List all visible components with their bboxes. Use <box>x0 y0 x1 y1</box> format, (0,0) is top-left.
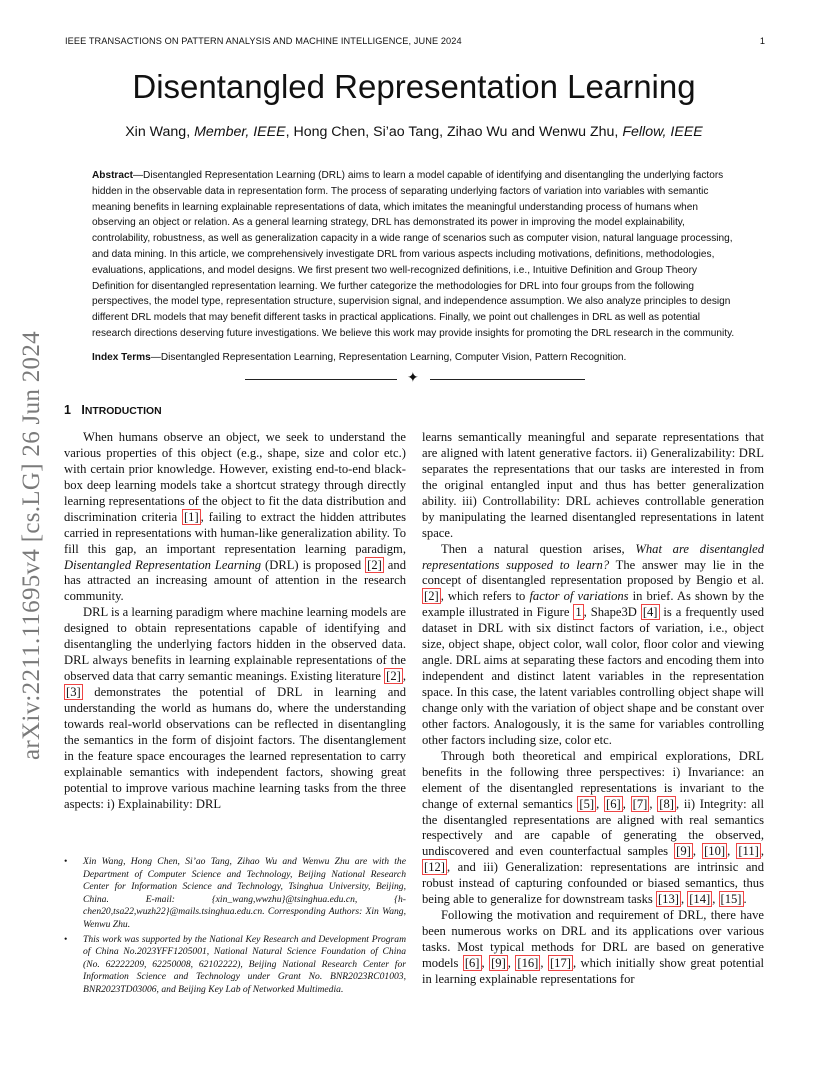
citation-link[interactable]: [2] <box>424 589 439 604</box>
text-run: , <box>727 844 737 859</box>
text-run: When humans observe an object, we seek to understand the various properties of this object (e.g., shape, size and color etc.) with certain prior knowledge. However, existing end-to-end black-box deep learning models take a shortcut strategy through directly learning representations of the object to fit the data distribution and discrimination criteria <box>64 430 406 524</box>
text-run: Then a natural question arises, <box>441 541 636 556</box>
author-names-b: , Hong Chen, Si’ao Tang, Zihao Wu and Wenwu Zhu, <box>285 124 623 140</box>
citation-link[interactable]: [1] <box>183 509 199 524</box>
section-number: 1 <box>64 403 71 417</box>
intro-paragraph-2 <box>64 605 406 812</box>
text-run: , which refers to <box>440 589 530 604</box>
section-heading-introduction <box>64 403 162 417</box>
citation-link[interactable]: [16] <box>517 955 539 970</box>
left-column <box>64 430 406 813</box>
text-run: , ii) Integrity: all the disentangled representations are aligned with real semantics respectively and are capable of generating the observed, undiscovered and even counterfactual samples <box>422 796 765 859</box>
figure-link[interactable]: 1 <box>575 605 582 620</box>
right-column <box>422 430 764 988</box>
footnote-bullet-icon: • <box>64 856 68 867</box>
text-run: , <box>649 796 658 811</box>
running-header: IEEE TRANSACTIONS ON PATTERN ANALYSIS AND MACHINE INTELLIGENCE, JUNE 2024 <box>65 36 462 46</box>
emphasis-text: What are disentangled representations supposed to learn? <box>422 541 765 572</box>
text-run: in brief. As shown by the example illustrated in Figure <box>422 589 764 620</box>
text-run: , <box>712 892 719 907</box>
author-names-a: Xin Wang, <box>125 124 195 140</box>
citation-link[interactable]: [8] <box>659 796 674 811</box>
citation-link[interactable]: [7] <box>632 796 648 811</box>
text-run: , <box>692 844 703 859</box>
text-run: Following the motivation and requirement of DRL, there have been numerous works on DRL and its applications over various tasks. Most typical methods for DRL are based on generative models <box>422 908 764 970</box>
citation-link[interactable]: [12] <box>424 860 445 875</box>
text-run: , <box>760 844 765 859</box>
arxiv-stamp[interactable]: arXiv:2211.11695v4 [cs.LG] 26 Jun 2024 <box>18 331 45 760</box>
index-terms-label: Index Terms <box>92 352 151 363</box>
author-list <box>0 124 828 140</box>
text-run: DRL is a learning paradigm where machine learning models are designed to obtain representations capable of identifying and disentangling the underlying factors hidden in the observed data. DRL always benefits in learning explainable representations of the observed data that carry semantic meanings. Existing literature <box>64 605 406 684</box>
citation-link[interactable]: [3] <box>66 685 81 699</box>
text-run: , and iii) Generalization: representations are intrinsic and robust instead of capturing confounded or biased semantics, thus being able to generalize for downstream tasks <box>422 860 764 907</box>
text-run: Through both theoretical and empirical explorations, DRL benefits in the following three perspectives: i) Invariance: an element of the disentangled representations is invariant to the change of external semantics <box>422 748 764 811</box>
citation-link[interactable]: [10] <box>704 844 726 859</box>
text-run: , which initially show great potential in learning explainable representations for <box>422 955 765 986</box>
footnote-affiliation <box>64 856 406 932</box>
divider-line-right <box>430 379 585 380</box>
author-role-b: Fellow, IEEE <box>622 124 703 140</box>
divider-line-left <box>245 379 397 380</box>
text-run: , <box>596 796 605 811</box>
text-run: , failing to extract the hidden attributes carried in representations with human-like generalization ability. To fill this gap, an important representation learning paradigm, <box>64 509 406 556</box>
text-run: , <box>507 955 516 970</box>
section-divider <box>245 370 585 390</box>
page-number: 1 <box>759 36 765 46</box>
abstract-label: Abstract <box>92 170 133 181</box>
citation-link[interactable]: [5] <box>579 796 595 811</box>
citation-link[interactable]: [17] <box>549 955 571 970</box>
citation-link[interactable]: [14] <box>689 892 711 907</box>
text-run: The answer may lie in the concept of disentangled representation proposed by Bengio et al. <box>422 557 764 588</box>
citation-link[interactable]: [4] <box>642 605 658 620</box>
footnote-text: This work was supported by the National Key Research and Development Program of China No.2023YFF1205001, National Natural Science Foundation of China (No. 62222209, 62250008, 62102222), Beijing National Research Center for Information Science and Technology under Grant No. BNR2023RC01003, BNR2023TD03006, and Beijing Key Lab of Networked Multimedia. <box>83 933 406 995</box>
intro-paragraph-6 <box>422 908 764 988</box>
citation-link[interactable]: [2] <box>386 669 401 684</box>
footnote-text: Xin Wang, Hong Chen, Si’ao Tang, Zihao Wu and Wenwu Zhu are with the Department of Computer Science and Technology, Beijing National Research Center for Information Science and Technology, Tsinghua University, Beijing, China. E-mail: {xin_wang,wwzhu}@tsinghua.edu.cn, {h-chen20,tsa22,wuzh22}@mails.tsinghua.edu.cn. Corresponding Authors: Xin Wang, Wenwu Zhu. <box>83 856 406 930</box>
text-run: , <box>540 955 548 970</box>
citation-link[interactable]: [15] <box>720 892 742 907</box>
citation-link[interactable]: [2] <box>367 557 382 572</box>
paper-title: Disentangled Representation Learning <box>132 68 696 105</box>
text-run: and has attracted an increasing amount of attention in the research community. <box>64 557 406 604</box>
footnote-funding <box>64 934 406 997</box>
divider-star-icon: ✦ <box>407 371 419 386</box>
text-run: is a frequently used dataset in DRL with six distinct factors of variation, i.e., object size, object shape, object color, wall color, floor color and viewing angle. DRL aims at separating these factors and encoding them into independent and distinct latent variables in the representation space. In this case, the latent variables controlling object shape will change only with the variation of object shape and be constant over other factors. Analogously, it is the same for variables controlling other factors including size, color etc. <box>422 605 764 747</box>
section-title-rest: NTRODUCTION <box>84 406 162 417</box>
abstract-text: —Disentangled Representation Learning (DRL) aims to learn a model capable of identifying and disentangling the underlying factors hidden in the observable data in representation form. The process of separating underlying factors of variation into variables with semantic meaning benefits in learning explainable representations of data, which imitates the meaningful understanding process of humans when observing an object or relation. As a general learning strategy, DRL has demonstrated its power in improving the model explainability, controlability, robustness, as well as generalization capacity in a wide range of scenarios such as computer vision, natural language processing, and data mining. In this article, we comprehensively investigate DRL from various aspects including motivations, definitions, methodologies, evaluations, applications, and model designs. We first present two well-recognized definitions, i.e., Intuitive Definition and Group Theory Definition for disentangled representation learning. We further categorize the methodologies for DRL into four groups from the following perspectives, the model type, representation structure, supervision signal, and independence assumption. We also analyze principles to design different DRL models that may benefit different tasks in practical applications. Finally, we point out challenges in DRL as well as potential research directions deserving future investigations. We believe this work may provide insights for promoting the DRL research in the community. <box>92 170 735 339</box>
text-run: (DRL) is proposed <box>261 557 366 572</box>
abstract <box>92 168 735 342</box>
text-run: , <box>622 796 631 811</box>
author-role-a: Member, IEEE <box>194 124 286 140</box>
emphasis-text: Disentangled Representation Learning <box>64 557 262 572</box>
footnote-bullet-icon: • <box>64 933 68 945</box>
text-run: , Shape3D <box>583 605 641 620</box>
citation-link[interactable]: [6] <box>464 955 480 970</box>
citation-link[interactable]: [11] <box>738 844 759 859</box>
citation-link[interactable]: [6] <box>606 796 621 811</box>
text-run: learns semantically meaningful and separate representations that are aligned with latent generative factors. ii) Generalizability: DRL separates the representations that our tasks are interested in from the original entangled input and thus has better generalization ability. iii) Controllability: DRL achieves controllable generation by manipulating the learned disentangled representations in latent space. <box>422 430 764 540</box>
text-run: demonstrates the potential of DRL in learning and understanding the world as humans do, where the understanding towards real-world observations can be reflected in disentangling the semantics in the form of disjoint factors. The disentanglement in the feature space encourages the learned representation to carry explainable semantics with independent factors, showing great potential to improve various machine learning tasks from the three aspects: i) Explainability: DRL <box>64 685 406 811</box>
emphasis-text: factor of variations <box>529 589 629 604</box>
citation-link[interactable]: [9] <box>676 844 691 859</box>
text-run: . <box>743 892 747 907</box>
section-first-letter: I <box>81 403 85 417</box>
text-run: , <box>481 955 490 970</box>
intro-paragraph-4 <box>422 542 764 749</box>
citation-link[interactable]: [9] <box>491 955 506 970</box>
text-run: , <box>680 892 688 907</box>
text-run: , <box>402 669 406 684</box>
footnotes <box>64 856 406 999</box>
intro-paragraph-1 <box>64 430 406 605</box>
index-terms <box>92 350 735 366</box>
citation-link[interactable]: [13] <box>657 892 679 907</box>
intro-paragraph-5 <box>422 749 764 908</box>
index-terms-text: —Disentangled Representation Learning, Representation Learning, Computer Vision, Pattern Recognition. <box>150 352 627 363</box>
intro-paragraph-3 <box>422 430 764 542</box>
